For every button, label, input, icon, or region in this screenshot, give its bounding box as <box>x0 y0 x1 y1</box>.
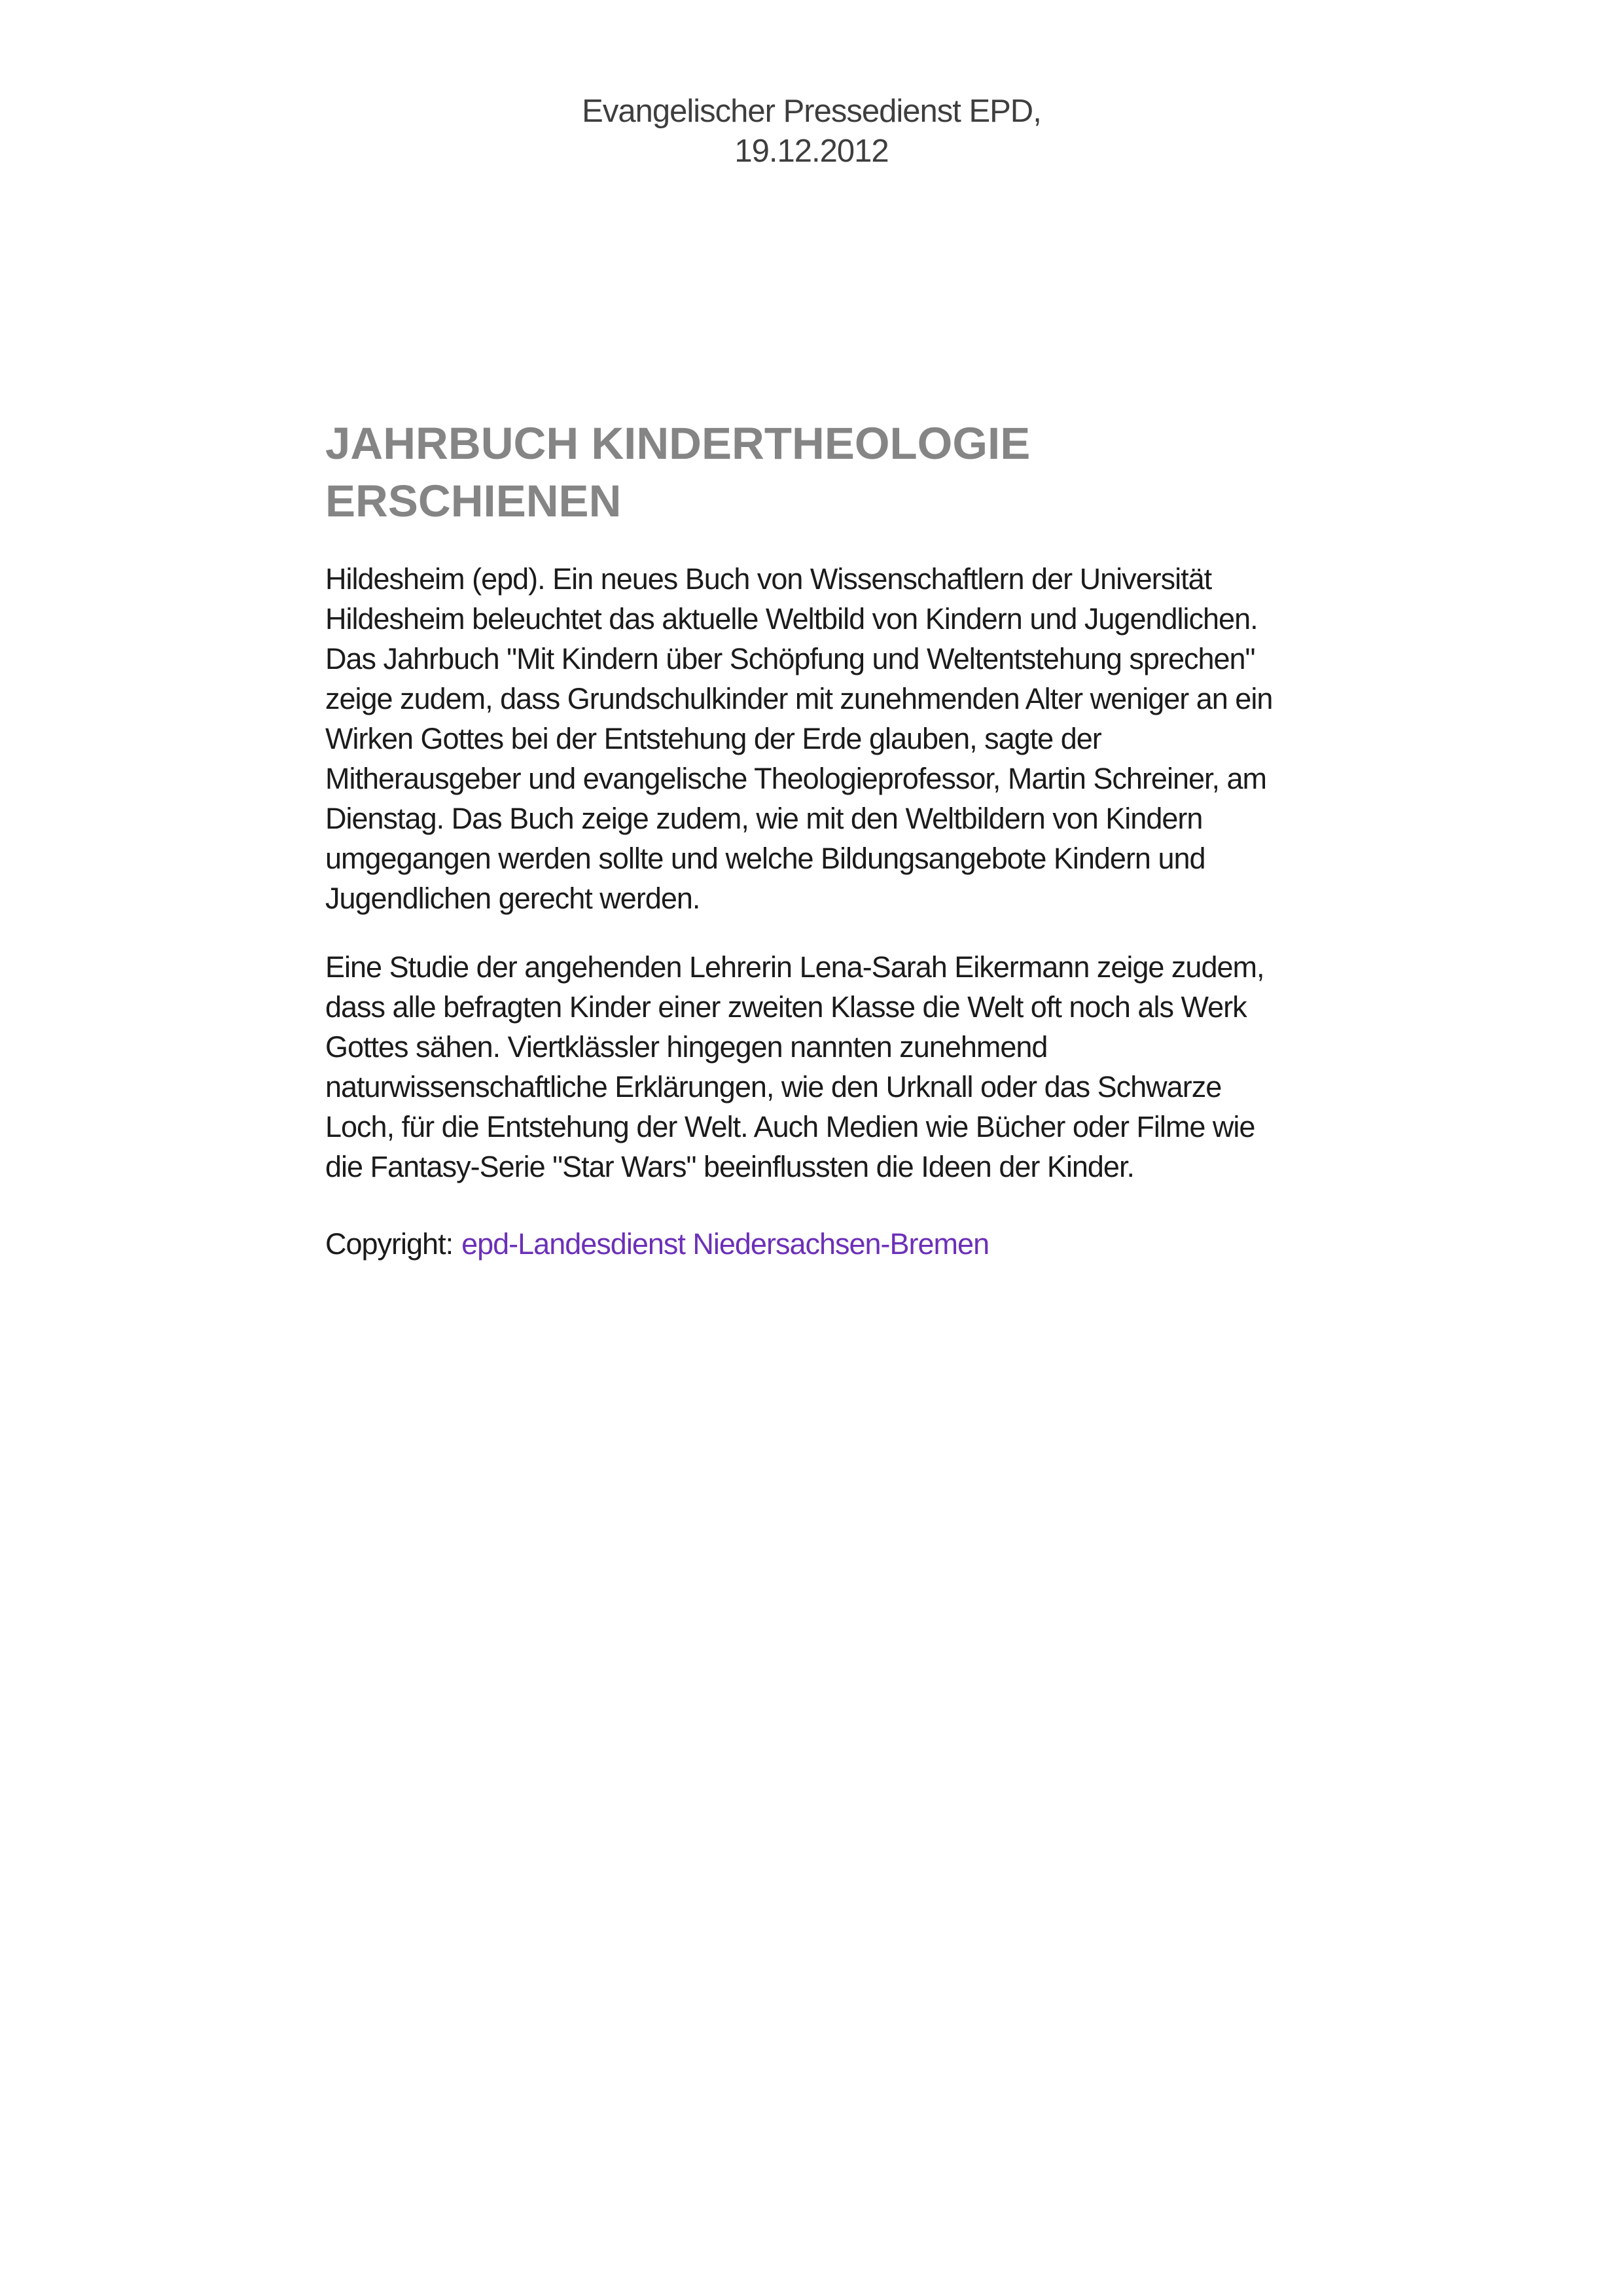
body-line: Hildesheim (epd). Ein neues Buch von Wissenschaftlern der Universität <box>325 562 1212 596</box>
copyright-link[interactable]: epd-Landesdienst Niedersachsen-Bremen <box>461 1227 990 1261</box>
body-line: Dienstag. Das Buch zeige zudem, wie mit den Weltbildern von Kindern <box>325 802 1203 835</box>
copyright-label: Copyright: <box>325 1227 454 1261</box>
article <box>325 415 1333 1264</box>
body-line: Gottes sähen. Viertklässler hingegen nannten zunehmend <box>325 1030 1048 1064</box>
body-line: die Fantasy-Serie "Star Wars" beeinflussten die Ideen der Kinder. <box>325 1150 1134 1183</box>
body-line: Eine Studie der angehenden Lehrerin Lena-Sarah Eikermann zeige zudem, <box>325 950 1264 984</box>
body-line: umgegangen werden sollte und welche Bildungsangebote Kindern und <box>325 842 1205 875</box>
body-line: zeige zudem, dass Grundschulkinder mit zunehmenden Alter weniger an ein <box>325 682 1273 715</box>
paragraph-1 <box>325 559 1333 918</box>
body-line: Jugendlichen gerecht werden. <box>325 882 700 915</box>
press-source: Evangelischer Pressedienst EPD, <box>582 94 1041 129</box>
body-line: naturwissenschaftliche Erklärungen, wie den Urknall oder das Schwarze <box>325 1070 1222 1103</box>
article-title-line-2: ERSCHIENEN <box>325 476 622 526</box>
body-line: Das Jahrbuch "Mit Kindern über Schöpfung und Weltentstehung sprechen" <box>325 642 1255 675</box>
body-line: Mitherausgeber und evangelische Theologieprofessor, Martin Schreiner, am <box>325 762 1267 795</box>
article-title-line-1: JAHRBUCH KINDERTHEOLOGIE <box>325 418 1031 469</box>
body-line: dass alle befragten Kinder einer zweiten Klasse die Welt oft noch als Werk <box>325 990 1247 1024</box>
body-line: Wirken Gottes bei der Entstehung der Erde glauben, sagte der <box>325 722 1101 755</box>
body-line: Loch, für die Entstehung der Welt. Auch Medien wie Bücher oder Filme wie <box>325 1110 1255 1143</box>
press-date: 19.12.2012 <box>734 134 889 169</box>
article-title <box>325 415 1333 530</box>
body-line: Hildesheim beleuchtet das aktuelle Weltbild von Kindern und Jugendlichen. <box>325 602 1258 636</box>
paragraph-2 <box>325 947 1333 1187</box>
press-header <box>0 0 1623 171</box>
copyright-line <box>325 1224 1333 1264</box>
